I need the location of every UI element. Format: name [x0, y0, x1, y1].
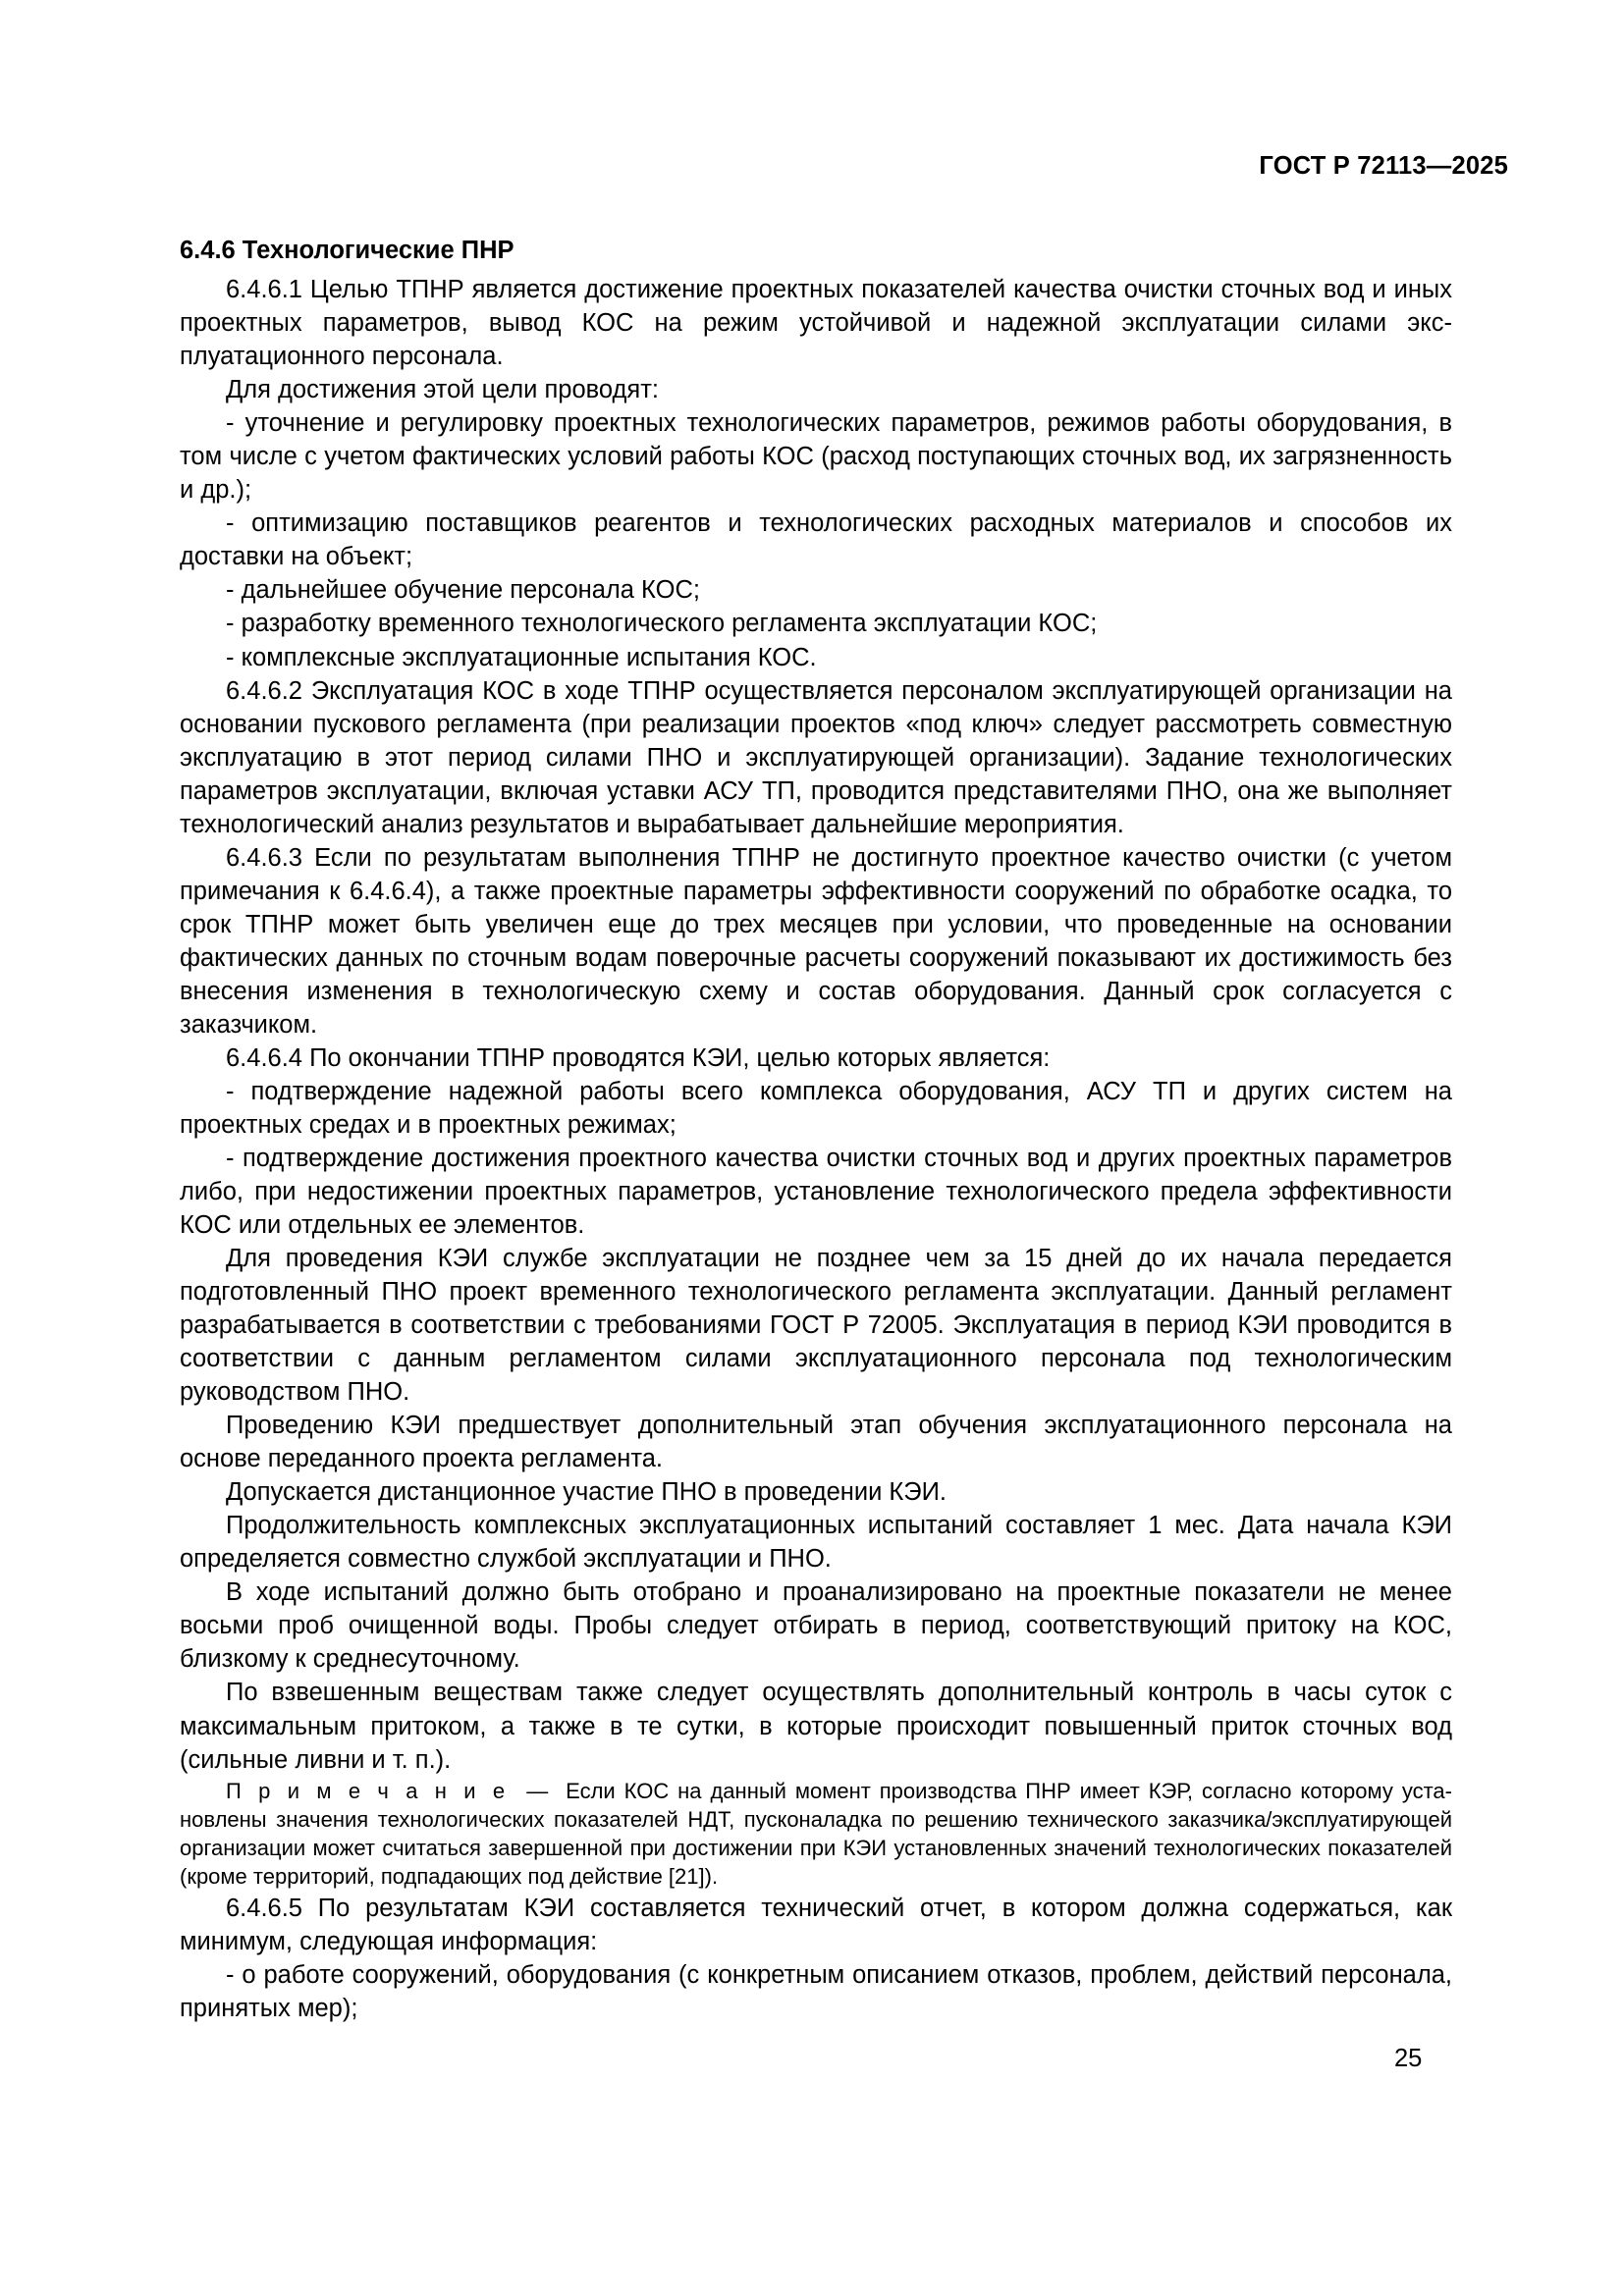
note-spacer-2 [548, 1779, 566, 1803]
document-body [180, 234, 1452, 2025]
list-item-bullet-8: - о работе сооружений, оборудования (с конкретным описанием отказов, проблем, действий персонала, принятых мер); [180, 1960, 1452, 2022]
paragraph-kei-training: Проведению КЭИ предшествует дополнительный этап обучения эксплуатационного персонала на основе переданного проекта регламента. [180, 1412, 1452, 1473]
list-item-bullet-7: - подтверждение достижения проектного качества очистки сточных вод и других проектных параметров либо, при недостижении проектных параметров, установление технологического предела эффективности КОС или отдельных ее элементов. [180, 1144, 1452, 1240]
paragraph-6-4-6-1: 6.4.6.1 Целью ТПНР является достижение проектных показателей качества очистки сточных вод и иных проектных параметров, вывод КОС на режим устойчивой и надежной эксплуатации силами эксплуатационного персонала. [180, 276, 1452, 371]
list-item-bullet-1: - уточнение и регулировку проектных технологических параметров, режимов работы оборудования, в том числе с учетом фактических условий работы КОС (расход поступающих сточных вод, их загрязненность и др.); [180, 409, 1452, 505]
list-item-bullet-2: - оптимизацию поставщиков реагентов и технологических расходных материалов и способов их доставки на объект; [180, 509, 1452, 571]
note-block [180, 1777, 1452, 1892]
paragraph-kei-remote: Допускается дистанционное участие ПНО в проведении КЭИ. [226, 1478, 947, 1507]
paragraph-6-4-6-4: 6.4.6.4 По окончании ТПНР проводятся КЭИ, целью которых является: [226, 1043, 1051, 1072]
list-item-bullet-4: - разработку временного технологического регламента эксплуатации КОС; [226, 610, 1098, 638]
paragraph-6-4-6-5: 6.4.6.5 По результатам КЭИ составляется технический отчет, в котором должна содержаться, как минимум, следующая информация: [180, 1894, 1452, 1955]
page-number: 25 [1394, 2045, 1423, 2072]
paragraph-kei-samples: В ходе испытаний должно быть отобрано и проанализировано на проектные показатели не менее восьми проб очищенной воды. Пробы следует отбирать в период, соответствующий притоку на КОС, близкому к среднесуточному. [180, 1578, 1452, 1674]
note-text: Если КОС на данный момент производства ПНР имеет КЭР, согласно которому установлены значения технологических показателей НДТ, пусконаладка по решению технического заказчика/эксплуатирующей организации может считаться завершенной при достижении при КЭИ установленных значений технологических показателей (кроме территорий, подпадающих под действие [21]). [180, 1778, 1452, 1890]
note-label: П р и м е ч а н и е [226, 1778, 510, 1803]
paragraph-6-4-6-2: 6.4.6.2 Эксплуатация КОС в ходе ТПНР осуществляется персоналом эксплуатирующей организации на основании пускового регламента (при реализации проектов «под ключ» следует рассмотреть совместную эксплуатацию в этот период силами ПНО и эксплуатирующей организации). Задание технологических параметров эксплуатации, включая уставки АСУ ТП, проводится представителями ПНО, она же выполняет технологический анализ результатов и вырабатывает дальнейшие мероприятия. [180, 676, 1452, 838]
paragraph-kei-suspended: По взвешенным веществам также следует осуществлять дополнительный контроль в часы суток с максимальным притоком, а также в те сутки, в которые происходит повышенный приток сточных вод (сильные ливни и т. п.). [180, 1679, 1452, 1774]
note-dash: — [526, 1778, 549, 1803]
list-item-bullet-3: - дальнейшее обучение персонала КОС; [226, 576, 700, 605]
paragraph-kei-duration: Продолжительность комплексных эксплуатационных испытаний составляет 1 мес. Дата начала КЭИ определяется совместно службой эксплуатации и ПНО. [180, 1512, 1452, 1574]
note-spacer [509, 1779, 526, 1803]
section-heading: 6.4.6 Технологические ПНР [180, 237, 514, 264]
list-item-bullet-5: - комплексные эксплуатационные испытания КОС. [226, 643, 817, 671]
paragraph-kei-transfer: Для проведения КЭИ службе эксплуатации не позднее чем за 15 дней до их начала передается подготовленный ПНО проект временного технологического регламента эксплуатации. Данный регламент разрабатывается в соответствии с требованиями ГОСТ Р 72005. Эксплуатация в период КЭИ проводится в соответствии с данным регламентом силами эксплуатационного персонала под технологическим руководством ПНО. [180, 1245, 1452, 1407]
page-header-standard-id: ГОСТ Р 72113—2025 [1259, 152, 1508, 180]
list-item-bullet-6: - подтверждение надежной работы всего комплекса оборудования, АСУ ТП и других систем на проектных средах и в проектных режимах; [180, 1077, 1452, 1139]
paragraph-6-4-6-3: 6.4.6.3 Если по результатам выполнения ТПНР не достигнуто проектное качество очистки (с учетом примечания к 6.4.6.4), а также проектные параметры эффективности сооружений по обработке осадка, то срок ТПНР может быть увеличен еще до трех месяцев при условии, что проведенные на основании фактических данных по сточным водам поверочные расчеты сооружений показывают их достижимость без внесения изменения в технологическую схему и состав оборудования. Данный срок согласуется с заказчиком. [180, 843, 1452, 1039]
paragraph-intro-list: Для достижения этой цели проводят: [226, 376, 659, 404]
